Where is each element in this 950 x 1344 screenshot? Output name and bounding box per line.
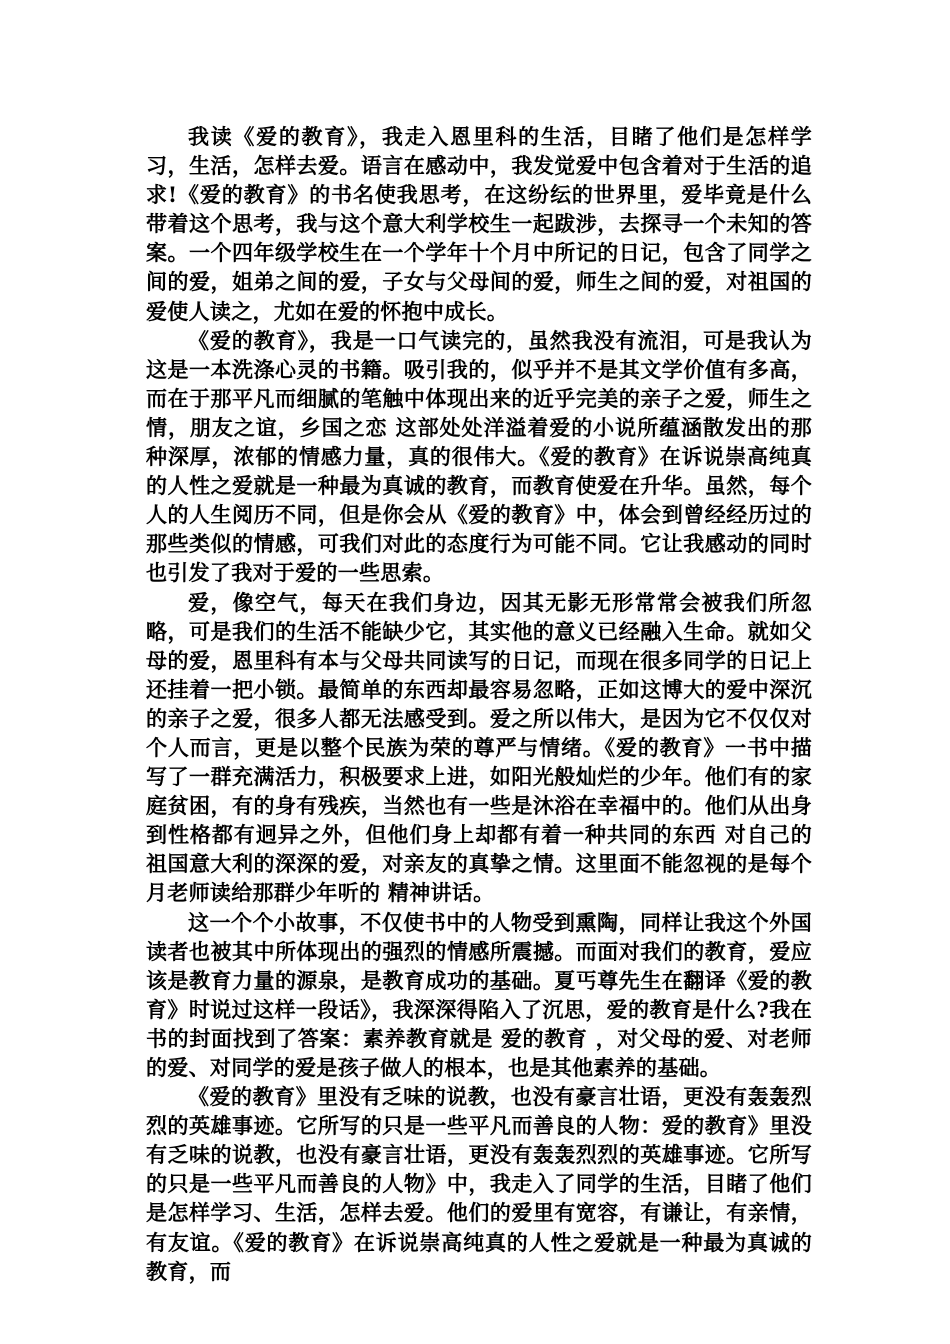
paragraph-4: 这一个个小故事，不仅使书中的人物受到熏陶，同样让我这个外国读者也被其中所体现出的强烈的情感所震撼。而面对我们的教育，爱应该是教育力量的源泉，是教育成功的基础。夏丐尊先生在翻译《爱的教育》时说过这样一段话》，我深深得陷入了沉思，爱的教育是什么?我在书的封面找到了答案：素养教育就是 爱的教育 ，对父母的爱、对老师的爱、对同学的爱是孩子做人的根本，也是其他素养的基础。 (146, 909, 812, 1080)
paragraph-3: 爱，像空气，每天在我们身边，因其无影无形常常会被我们所忽略，可是我们的生活不能缺少它，其实他的意义已经融入生命。就如父母的爱，恩里科有本与父母共同读写的日记，而现在很多同学的日记上还挂着一把小锁。最简单的东西却最容易忽略，正如这博大的爱中深沉的亲子之爱，很多人都无法感受到。爱之所以伟大，是因为它不仅仅对个人而言，更是以整个民族为荣的尊严与情绪。《爱的教育》一书中描写了一群充满活力，积极要求上进，如阳光般灿烂的少年。他们有的家庭贫困，有的身有残疾，当然也有一些是沐浴在幸福中的。他们从出身到性格都有迥异之外，但他们身上却都有着一种共同的东西 对自己的祖国意大利的深深的爱，对亲友的真挚之情。这里面不能忽视的是每个月老师读给那群少年听的 精神讲话。 (146, 589, 812, 906)
paragraph-2: 《爱的教育》，我是一口气读完的，虽然我没有流泪，可是我认为这是一本洗涤心灵的书籍。吸引我的，似乎并不是其文学价值有多高，而在于那平凡而细腻的笔触中体现出来的近乎完美的亲子之爱，师生之情，朋友之谊，乡国之恋 这部处处洋溢着爱的小说所蕴涵散发出的那种深厚，浓郁的情感力量，真的很伟大。《爱的教育》在诉说崇高纯真的人性之爱就是一种最为真诚的教育，而教育使爱在升华。虽然，每个人的人生阅历不同，但是你会从《爱的教育》中，体会到曾经经历过的那些类似的情感，可我们对此的态度行为可能不同。它让我感动的同时也引发了我对于爱的一些思索。 (146, 327, 812, 586)
paragraph-1: 我读《爱的教育》，我走入恩里科的生活，目睹了他们是怎样学习，生活，怎样去爱。语言在感动中，我发觉爱中包含着对于生活的追求!《爱的教育》的书名使我思考，在这纷纭的世界里，爱毕竟是什么带着这个思考，我与这个意大利学校生一起跋涉，去探寻一个未知的答案。一个四年级学校生在一个学年十个月中所记的日记，包含了同学之间的爱，姐弟之间的爱，子女与父母间的爱，师生之间的爱，对祖国的爱使人读之，尤如在爱的怀抱中成长。 (146, 124, 812, 324)
paragraph-5: 《爱的教育》里没有乏味的说教，也没有豪言壮语，更没有轰轰烈烈的英雄事迹。它所写的只是一些平凡而善良的人物：爱的教育》里没有乏味的说教，也没有豪言壮语，更没有轰轰烈烈的英雄事迹。它所写的只是一些平凡而善良的人物》中，我走入了同学的生活，目睹了他们是怎样学习、生活，怎样去爱。他们的爱里有宽容，有谦让，有亲情，有友谊。《爱的教育》在诉说崇高纯真的人性之爱就是一种最为真诚的教育，而 (146, 1084, 812, 1284)
document-body (146, 122, 812, 1286)
